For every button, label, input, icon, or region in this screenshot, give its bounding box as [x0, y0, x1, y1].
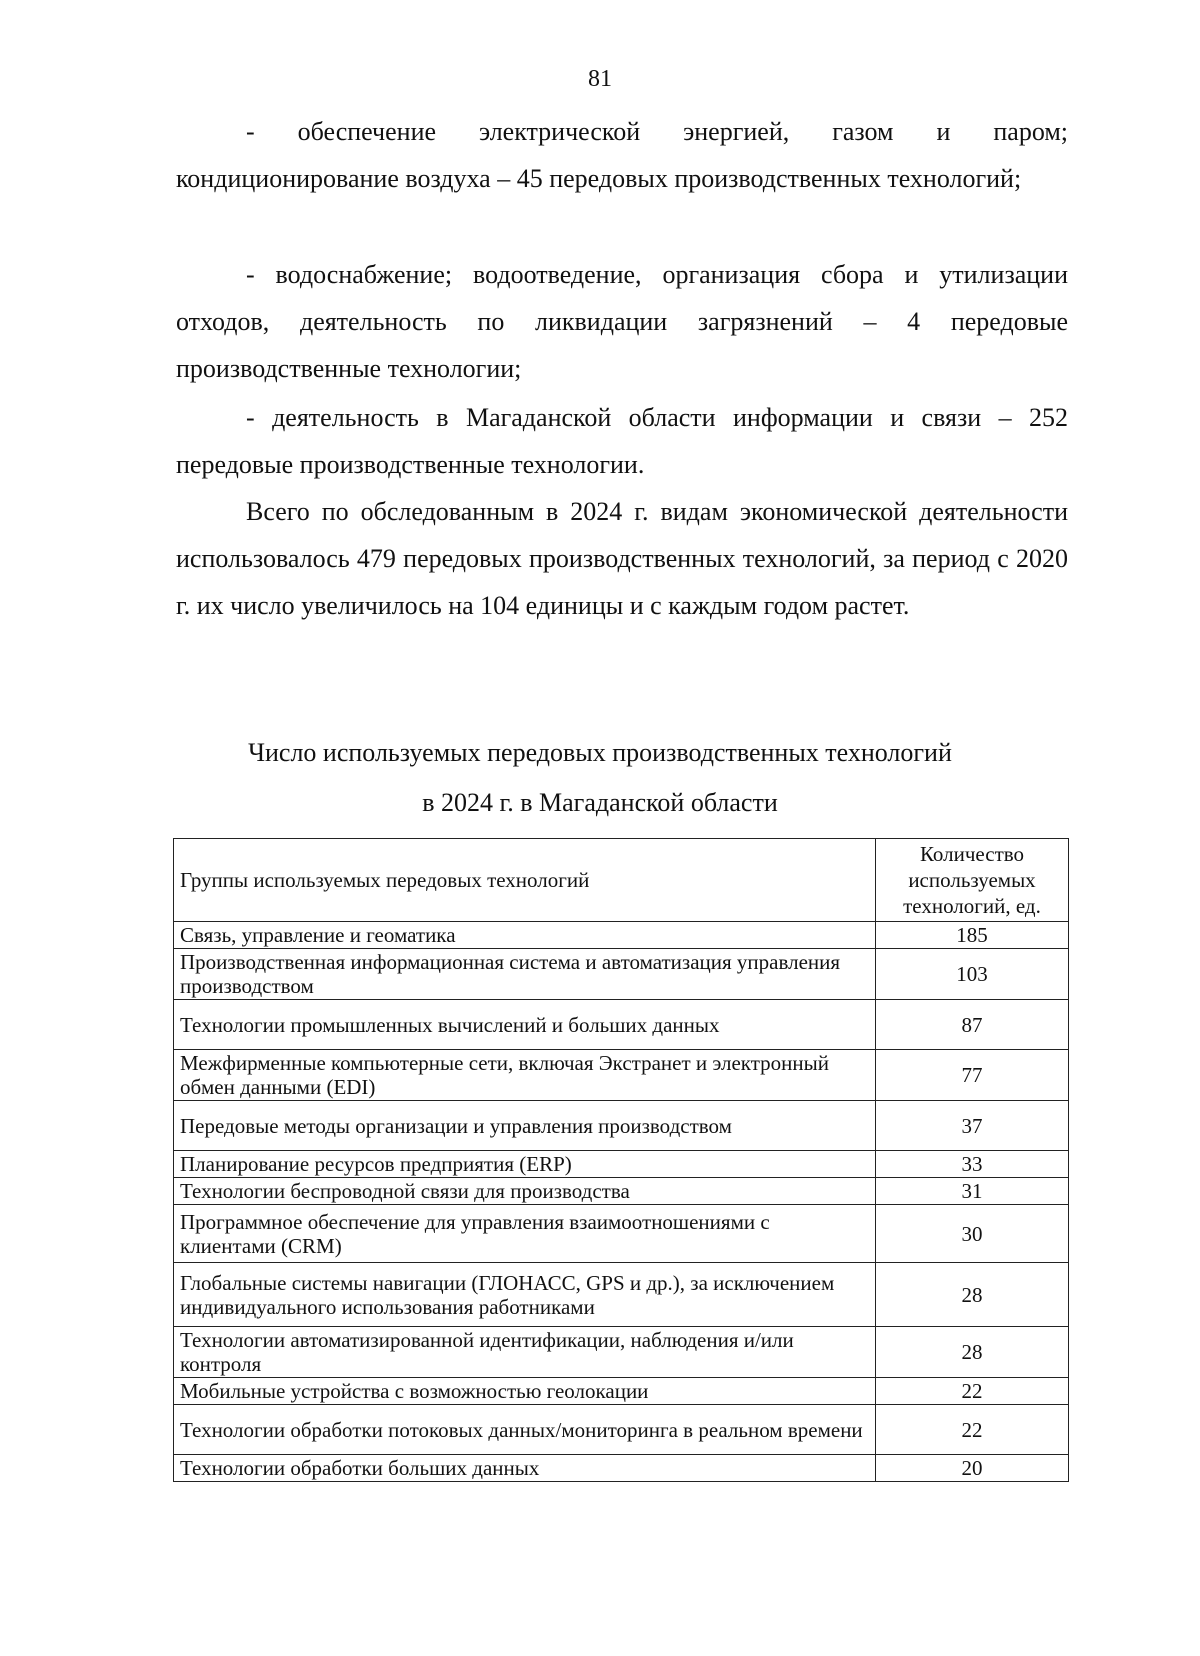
table-row: [174, 1151, 1069, 1178]
technology-group-name: Технологии беспроводной связи для производства: [174, 1178, 876, 1205]
technology-group-name: Производственная информационная система и автоматизация управления производством: [174, 949, 876, 1000]
paragraph-energy: [176, 108, 1068, 202]
paragraph-text: - обеспечение электрической энергией, газом и паром; кондиционирование воздуха – 45 передовых производственных технологий;: [176, 117, 1068, 193]
header-count: Количество используемых технологий, ед.: [876, 839, 1069, 922]
paragraph-communications: [176, 394, 1068, 488]
technology-group-name: Технологии обработки потоковых данных/мониторинга в реальном времени: [174, 1405, 876, 1455]
paragraph-total: [176, 488, 1068, 629]
table-body: [174, 922, 1069, 1482]
technology-count: 28: [876, 1263, 1069, 1327]
paragraph-text: Всего по обследованным в 2024 г. видам экономической деятельности использовалось 479 передовых производственных технологий, за период с 2020 г. их число увеличилось на 104 единицы и с каждым годом растет.: [176, 497, 1068, 620]
technology-group-name: Межфирменные компьютерные сети, включая Экстранет и электронный обмен данными (EDI): [174, 1050, 876, 1101]
technology-count: 37: [876, 1101, 1069, 1151]
technology-group-name: Технологии обработки больших данных: [174, 1455, 876, 1482]
paragraph-text: - водоснабжение; водоотведение, организация сбора и утилизации отходов, деятельность по ликвидации загрязнений – 4 передовые производственные технологии;: [176, 260, 1068, 383]
technology-group-name: Технологии автоматизированной идентификации, наблюдения и/или контроля: [174, 1327, 876, 1378]
page-number: 81: [588, 66, 612, 92]
technology-count: 33: [876, 1151, 1069, 1178]
table-row: [174, 1378, 1069, 1405]
technology-count: 87: [876, 1000, 1069, 1050]
technology-group-name: Технологии промышленных вычислений и больших данных: [174, 1000, 876, 1050]
technology-group-name: Передовые методы организации и управления производством: [174, 1101, 876, 1151]
technology-count: 31: [876, 1178, 1069, 1205]
table-row: [174, 1405, 1069, 1455]
technology-group-name: Планирование ресурсов предприятия (ERP): [174, 1151, 876, 1178]
technology-count: 22: [876, 1405, 1069, 1455]
technology-count: 77: [876, 1050, 1069, 1101]
technology-group-name: Мобильные устройства с возможностью геолокации: [174, 1378, 876, 1405]
table-row: [174, 1455, 1069, 1482]
technology-count: 103: [876, 949, 1069, 1000]
table-row: [174, 949, 1069, 1000]
technology-group-name: Программное обеспечение для управления взаимоотношениями с клиентами (CRM): [174, 1205, 876, 1263]
table-row: [174, 1000, 1069, 1050]
technology-count: 185: [876, 922, 1069, 949]
technologies-table: [173, 838, 1069, 1482]
header-group-name: Группы используемых передовых технологий: [174, 839, 876, 922]
table-row: [174, 1263, 1069, 1327]
technology-group-name: Глобальные системы навигации (ГЛОНАСС, GPS и др.), за исключением индивидуального использования работниками: [174, 1263, 876, 1327]
table-row: [174, 1327, 1069, 1378]
paragraph-text: - деятельность в Магаданской области информации и связи – 252 передовые производственные технологии.: [176, 403, 1068, 479]
table-row: [174, 1050, 1069, 1101]
table-row: [174, 1101, 1069, 1151]
table-title-line2: в 2024 г. в Магаданской области: [422, 788, 778, 817]
technology-count: 30: [876, 1205, 1069, 1263]
technology-count: 22: [876, 1378, 1069, 1405]
technology-group-name: Связь, управление и геоматика: [174, 922, 876, 949]
table-title-line1: Число используемых передовых производственных технологий: [248, 738, 952, 767]
table-header-row: [174, 839, 1069, 922]
technology-count: 28: [876, 1327, 1069, 1378]
table-row: [174, 1205, 1069, 1263]
technology-count: 20: [876, 1455, 1069, 1482]
paragraph-water: [176, 251, 1068, 392]
table-row: [174, 1178, 1069, 1205]
table-row: [174, 922, 1069, 949]
